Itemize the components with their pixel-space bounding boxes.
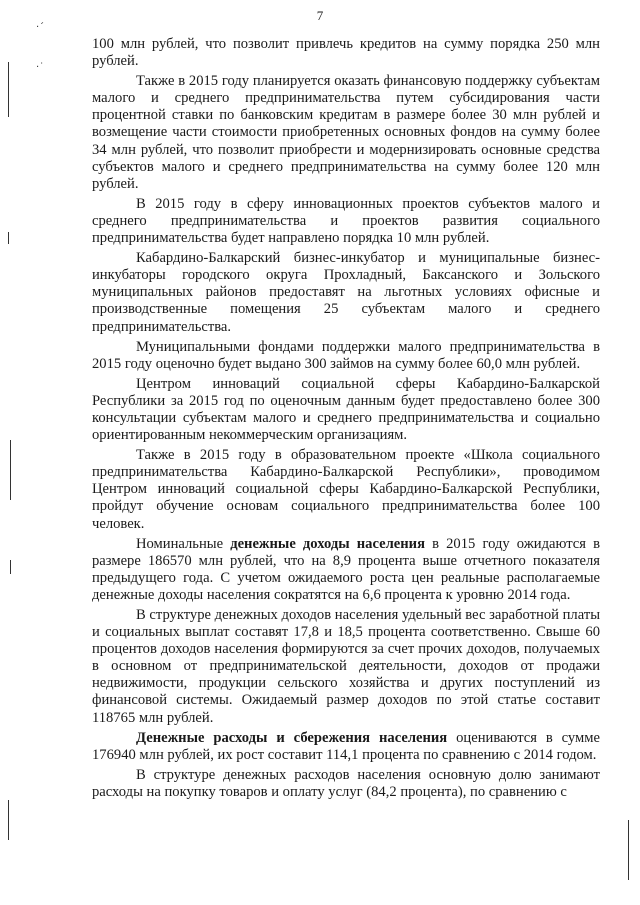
paragraph-text: Также в 2015 году планируется оказать финансовую поддержку субъектам малого и среднего предпринимательства путем субсидирования части процентной ставки по банковским кредитам в размере более 30 млн рублей и возмещение части стоимости приобретенных основных фондов на сумму более 34 млн рублей, что позволит приобрести и модернизировать основные средства субъектов малого и среднего предпринимательства на сумму более 120 млн рублей. — [92, 73, 600, 192]
paragraph — [92, 607, 600, 727]
document-body — [92, 36, 600, 801]
paragraph — [92, 536, 600, 604]
paragraph — [92, 447, 600, 532]
paragraph — [92, 36, 600, 70]
bold-term: Денежные расходы и сбережения населения — [136, 729, 448, 746]
paragraph — [92, 730, 600, 764]
paragraph — [92, 376, 600, 444]
scan-edge-line — [10, 440, 11, 500]
paragraph — [92, 73, 600, 193]
page-number: 7 — [316, 8, 324, 23]
paragraph-text: оцениваются в сумме 176940 млн рублей, их рост составит 114,1 процента по сравнению с 2014 годом. — [92, 729, 600, 763]
scan-edge-line — [8, 800, 9, 840]
paragraph-text: Кабардино-Балкарский бизнес-инкубатор и муниципальные бизнес-инкубаторы городского округа Прохладный, Баксанского и Зольского муниципальных районов предоставят на льготных условиях офисные и производственные помещения 25 субъектам малого и среднего предпринимательства. — [92, 250, 600, 335]
bold-term: денежные доходы населения — [230, 535, 425, 552]
paragraph — [92, 250, 600, 335]
scan-edge-line — [8, 232, 9, 244]
paragraph-text: Номинальные — [136, 535, 231, 552]
paragraph-text: Муниципальными фондами поддержки малого предпринимательства в 2015 году оценочно будет выдано 300 займов на сумму более 60,0 млн рублей. — [92, 338, 600, 372]
paragraph — [92, 339, 600, 373]
paragraph-text: в 2015 году ожидаются в размере 186570 млн рублей, что на 8,9 процента выше отчетного показателя предыдущего года. С учетом ожидаемого роста цен реальные располагаемые денежные доходы населения сократятся на 6,6 процента к уровню 2014 года. — [92, 535, 600, 603]
paragraph-text: 100 млн рублей, что позволит привлечь кредитов на сумму порядка 250 млн рублей. — [92, 36, 600, 70]
paragraph-text: В структуре денежных расходов населения основную долю занимают расходы на покупку товаров и оплату услуг (84,2 процента), по сравнению с — [92, 766, 600, 800]
paragraph-text: В структуре денежных доходов населения удельный вес заработной платы и социальных выплат составят 17,8 и 18,5 процента соответственно. Свыше 60 процентов доходов населения формируются за счет прочих доходов, получаемых в основном от предпринимательской деятельности, доходов от продажи недвижимости, продукции сельского хозяйства и других поступлений из финансовой системы. Ожидаемый размер доходов по этой статье составит 118765 млн рублей. — [92, 607, 600, 726]
paragraph — [92, 767, 600, 801]
scan-mark: ·˙ — [36, 62, 45, 73]
scan-edge-line — [8, 62, 9, 117]
scan-edge-line — [10, 560, 11, 574]
paragraph-text: В 2015 году в сферу инновационных проектов субъектов малого и среднего предпринимательства и проектов развития социального предпринимательства будет направлено порядка 10 млн рублей. — [92, 195, 600, 247]
scan-mark: ·´ — [36, 22, 45, 33]
scan-edge-line — [628, 820, 629, 880]
paragraph — [92, 196, 600, 247]
paragraph-text: Центром инноваций социальной сферы Кабардино-Балкарской Республики за 2015 год по оценочным данным будет предоставлено более 300 консультации субъектам малого и среднего предпринимательства и социально ориентированным некоммерческим организациям. — [92, 375, 600, 444]
paragraph-text: Также в 2015 году в образовательном проекте «Школа социального предпринимательства Кабардино-Балкарской Республики», проводимом Центром инноваций социальной сферы Кабардино-Балкарской Республики, пройдут обучение основам социального предпринимательства более 100 человек. — [92, 447, 600, 532]
